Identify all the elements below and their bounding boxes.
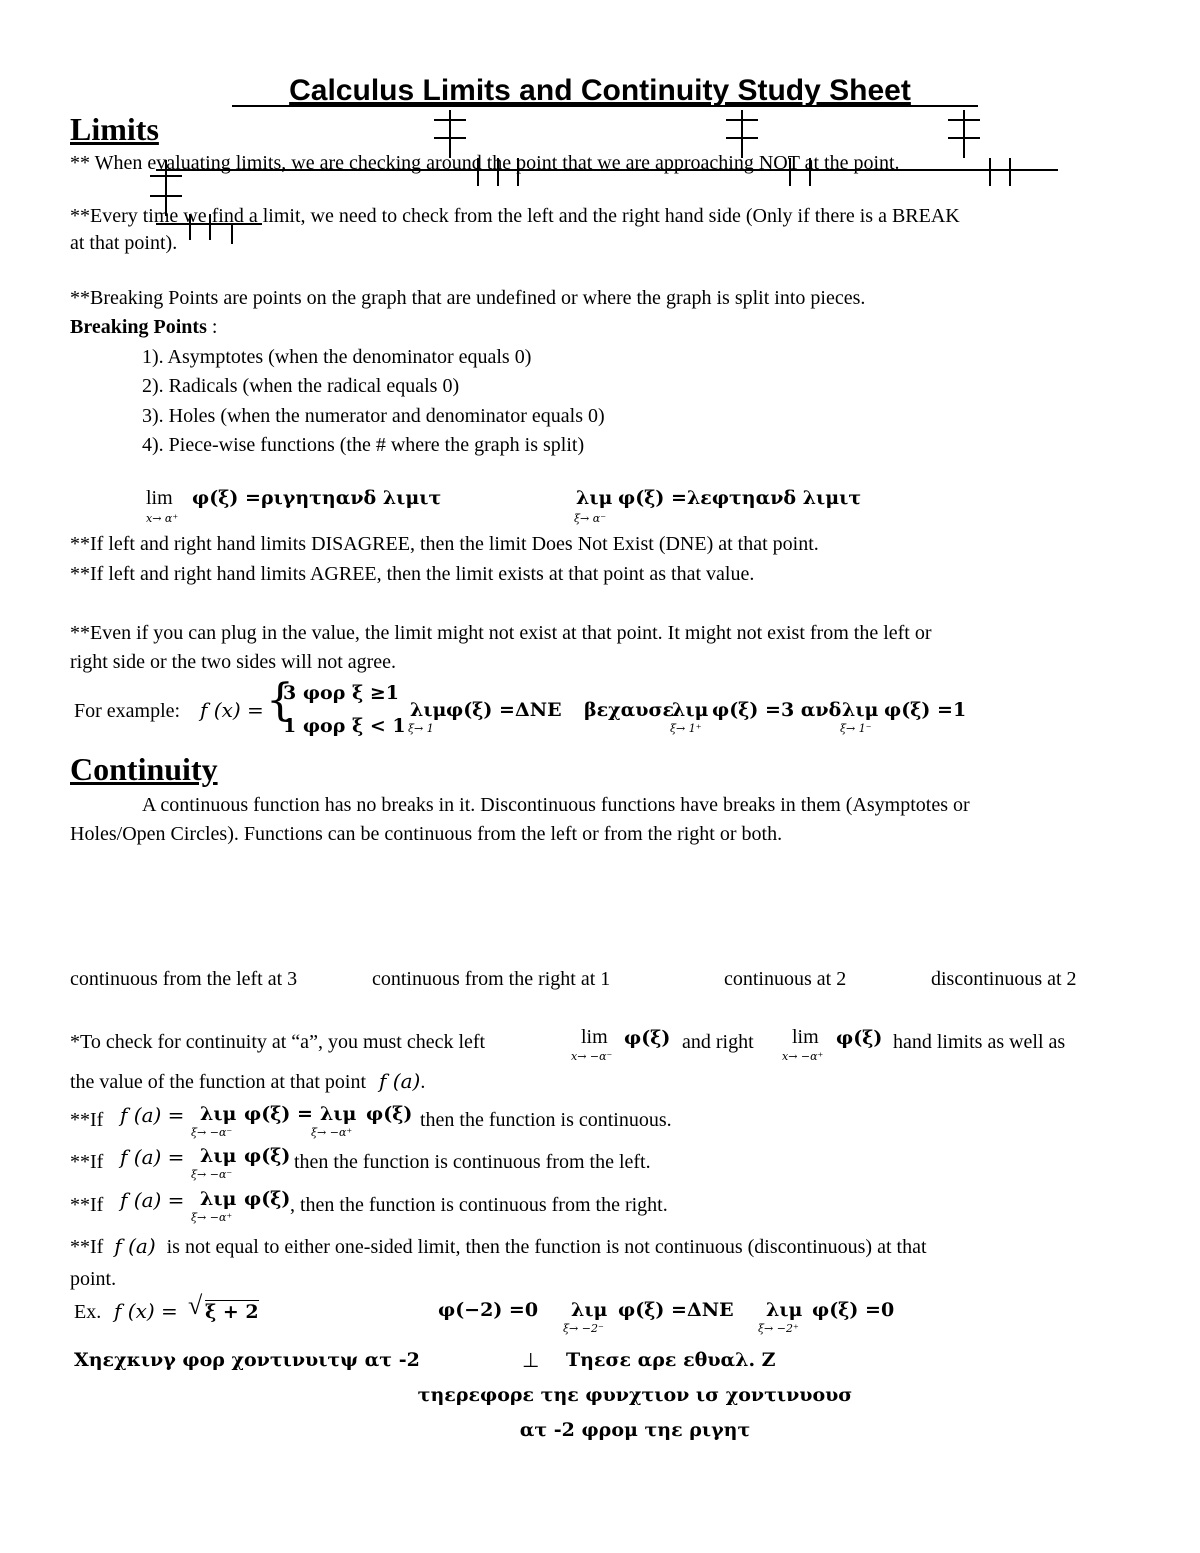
ex-label: Ex. [74,1301,102,1323]
conclusion-line-1: Τηεσε αρε εθυαλ. Ζ [566,1349,776,1371]
cond-1-fa: f (a) = [120,1103,185,1127]
ex-lim-1-sub: ξ→ −2⁻ [563,1322,604,1335]
even-if-line-1: **Even if you can plug in the value, the limit might not exist at that point. It might not exist from the left or [70,622,932,644]
cond-4-prefix: **If [70,1236,104,1258]
cond-1-lim-1: λιμ [200,1103,237,1125]
example-lim-2-head: λιμ [672,699,709,721]
check-left-expr: φ(ξ) [624,1027,671,1049]
check-text-3: hand limits as well as [893,1031,1066,1053]
check-left-sub: x→ −α⁻ [571,1050,613,1063]
limits-note-2-line-1: **Every time we find a limit, we need to check from the left and the right hand side (Only if there is a BREAK [70,205,960,227]
continuity-heading: Continuity [70,751,218,787]
page-title: Calculus Limits and Continuity Study Sheet [289,74,911,107]
lim-right-head: lim [146,487,173,509]
agree-rule: **If left and right hand limits AGREE, then the limit exists at that point as that value. [70,563,755,585]
example-lim-1-head: λιμ [410,699,447,721]
cond-1-end: φ(ξ) [366,1103,413,1125]
example-because: βεχαυσε [584,699,675,721]
ex-radicand: ξ + 2 [205,1301,259,1323]
example-lim-3-head: λιμ [842,699,879,721]
graph-caption-3: continuous at 2 [724,968,847,990]
graph-caption-4: discontinuous at 2 [931,968,1077,990]
ex-lim-1-head: λιμ [571,1299,608,1321]
check-line-2-math: f (a) [379,1069,421,1093]
example-label: For example: [74,700,181,722]
cond-3-lim: λιμ [200,1188,237,1210]
breaking-item-4: 4). Piece-wise functions (the # where the graph is split) [142,434,585,456]
ex-fx: f (x) = [114,1299,178,1323]
continuity-para-line-2: Holes/Open Circles). Functions can be continuous from the left or from the right or both. [70,823,783,845]
lim-right-expr: φ(ξ) =ριγητηανδ λιμιτ [192,487,442,509]
breaking-item-1: 1). Asymptotes (when the denominator equals 0) [142,346,532,368]
limits-note-1: ** When evaluating limits, we are checking around the point that we are approaching NOT at the point. [70,152,900,174]
check-right-lim: lim [792,1026,819,1048]
cond-1-lim-2: λιμ [320,1103,357,1125]
limits-note-3: **Breaking Points are points on the graph that are undefined or where the graph is split into pieces. [70,287,866,309]
ex-lim-2-sub: ξ→ −2⁺ [758,1322,799,1335]
example-lim-1-sub: ξ→ 1 [408,722,434,735]
piecewise-brace: { [266,675,294,726]
breaking-points-colon: : [206,316,218,338]
conclusion-line-3: ατ -2 φρομ τηε ριγητ [519,1419,751,1441]
lim-right-sub: x→ α⁺ [146,512,179,525]
lim-left-sub: ξ→ α⁻ [574,512,607,525]
cond-2-text: then the function is continuous from the left. [294,1151,651,1173]
cond-3-expr: φ(ξ) [244,1188,291,1210]
check-left-lim: lim [581,1026,608,1048]
perpendicular-symbol: ⊥ [522,1350,540,1372]
cond-1-sub-1: ξ→ −α⁻ [191,1126,233,1139]
continuity-para-line-1: A continuous function has no breaks in it. Discontinuous functions have breaks in them (Asymptotes or [142,794,970,816]
ex-value: φ(−2) =0 [438,1299,539,1321]
limits-heading: Limits [70,111,159,147]
even-if-line-2: right side or the two sides will not agree. [70,651,397,673]
lim-left-expr: φ(ξ) =λεφτηανδ λιμιτ [618,487,862,509]
example-lim-2-expr: φ(ξ) =3 ανδ [712,699,842,721]
conclusion-line-2: τηερεφορε τηε φυνχτιον ισ χοντινυουσ [417,1384,853,1406]
cond-1-text: then the function is continuous. [420,1109,672,1131]
cond-1-mid: φ(ξ) = [244,1103,313,1125]
cond-2-lim: λιμ [200,1145,237,1167]
ex-lim-2-head: λιμ [766,1299,803,1321]
cond-4-text-2: point. [70,1268,117,1290]
breaking-item-2: 2). Radicals (when the radical equals 0) [142,375,460,397]
cond-1-prefix: **If [70,1109,104,1131]
cond-2-sub: ξ→ −α⁻ [191,1168,233,1181]
example-lim-1-expr: φ(ξ) =ΔΝΕ [446,699,562,721]
graph-caption-1: continuous from the left at 3 [70,968,298,990]
cond-3-prefix: **If [70,1194,104,1216]
check-line-2-end: . [420,1071,426,1093]
check-right-sub: x→ −α⁺ [782,1050,824,1063]
graph-caption-2: continuous from the right at 1 [372,968,611,990]
cond-4-math: f (a) [114,1234,156,1258]
example-lim-2-sub: ξ→ 1⁺ [670,722,702,735]
check-left-garbled: Χηεχκινγ φορ χοντινυιτψ ατ -2 [74,1349,420,1371]
ex-lim-1-expr: φ(ξ) =ΔΝΕ [618,1299,734,1321]
check-line-2-text: the value of the function at that point [70,1071,367,1093]
example-lim-3-expr: φ(ξ) =1 [884,699,967,721]
cond-2-expr: φ(ξ) [244,1145,291,1167]
cond-2-fa: f (a) = [120,1145,185,1169]
example-case-1: 3 φορ ξ ≥1 [283,682,399,704]
cond-4-text-1: is not equal to either one-sided limit, then the function is not continuous (discontinuous) at that [166,1236,927,1258]
check-text-2: and right [682,1031,754,1053]
cond-1-sub-2: ξ→ −α⁺ [311,1126,353,1139]
radical-sign: √ [188,1291,203,1320]
check-text-1: *To check for continuity at “a”, you must check left [70,1031,486,1053]
cond-3-sub: ξ→ −α⁺ [191,1211,233,1224]
disagree-rule: **If left and right hand limits DISAGREE, then the limit Does Not Exist (DNE) at that point. [70,533,819,555]
ex-lim-2-expr: φ(ξ) =0 [812,1299,895,1321]
example-fx: f (x) = [200,698,264,722]
limits-note-2-line-2: at that point). [70,232,178,254]
example-lim-3-sub: ξ→ 1⁻ [840,722,872,735]
cond-3-fa: f (a) = [120,1188,185,1212]
lim-left-head: λιμ [576,487,613,509]
cond-2-prefix: **If [70,1151,104,1173]
breaking-points-label: Breaking Points [70,316,207,338]
cond-3-text: , then the function is continuous from the right. [290,1194,668,1216]
check-right-expr: φ(ξ) [836,1027,883,1049]
example-case-2: 1 φορ ξ < 1 [283,715,406,737]
breaking-item-3: 3). Holes (when the numerator and denominator equals 0) [142,405,605,427]
